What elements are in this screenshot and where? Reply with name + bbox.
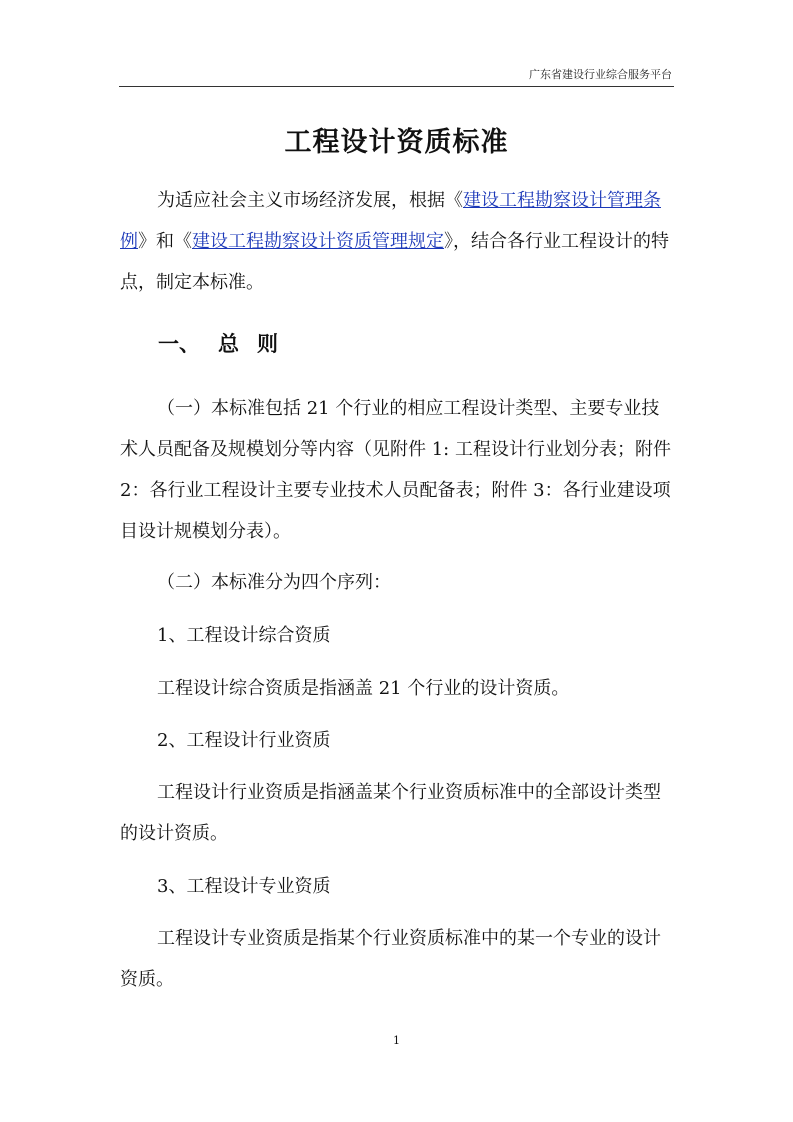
paragraph-scope: （一）本标准包括 21 个行业的相应工程设计类型、主要专业技术人员配备及规模划分等内容（见附件 1: 工程设计行业划分表；附件 2：各行业工程设计主要专业技术人员配备表；附件 3：各行业建设项目设计规模划分表）。 bbox=[120, 398, 671, 542]
section-number: 一、 bbox=[158, 331, 200, 356]
regulation-link-1[interactable]: 建设工程勘察设计管理条例 bbox=[120, 190, 661, 252]
section-title-part-1: 总 bbox=[218, 331, 239, 356]
header-platform-name: 广东省建设行业综合服务平台 bbox=[529, 68, 672, 81]
section-heading-general bbox=[158, 328, 296, 358]
header-divider bbox=[119, 86, 674, 87]
document-title: 工程设计资质标准 bbox=[284, 127, 509, 158]
item-desc-comprehensive: 工程设计综合资质是指涵盖 21 个行业的设计资质。 bbox=[157, 678, 570, 699]
item-heading-comprehensive: 1、工程设计综合资质 bbox=[157, 625, 331, 646]
item-desc-specialty: 工程设计专业资质是指某个行业资质标准中的某一个专业的设计资质。 bbox=[120, 928, 661, 990]
page-number: 1 bbox=[393, 1034, 400, 1047]
regulation-link-2[interactable]: 建设工程勘察设计资质管理规定 bbox=[192, 231, 444, 252]
intro-text-mid: 》和《 bbox=[138, 231, 192, 252]
intro-text-post: 》，结合各行业工程设计的特点，制定本标准。 bbox=[120, 231, 669, 293]
intro-paragraph bbox=[120, 180, 673, 303]
section-title-part-2: 则 bbox=[257, 331, 278, 356]
item-desc-industry: 工程设计行业资质是指涵盖某个行业资质标准中的全部设计类型的设计资质。 bbox=[120, 782, 661, 844]
paragraph-sequences: （二）本标准分为四个序列： bbox=[157, 572, 391, 593]
item-heading-industry: 2、工程设计行业资质 bbox=[157, 730, 331, 751]
intro-text-pre: 为适应社会主义市场经济发展，根据《 bbox=[157, 190, 463, 211]
item-heading-specialty: 3、工程设计专业资质 bbox=[157, 876, 331, 897]
